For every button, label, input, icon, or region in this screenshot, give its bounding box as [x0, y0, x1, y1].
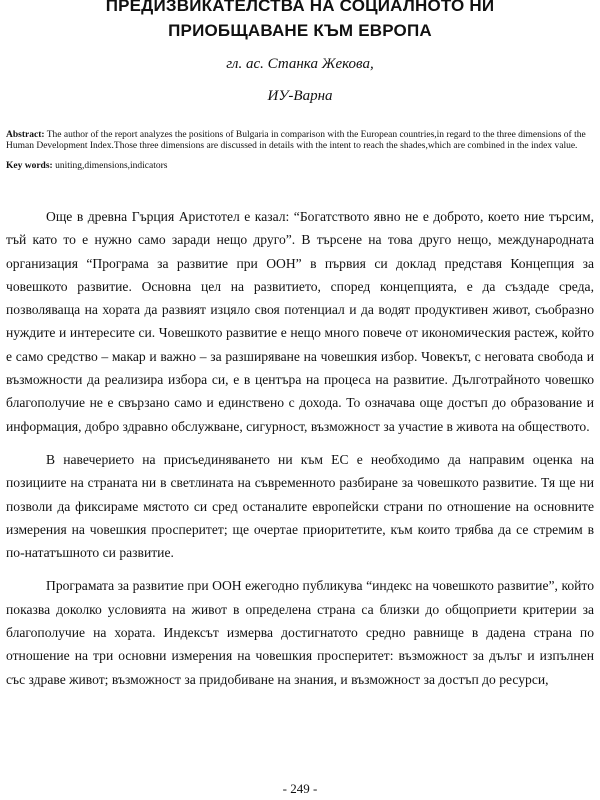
keywords [6, 161, 598, 172]
title-line-2: ПРИОБЩАВАНЕ КЪМ ЕВРОПА [168, 21, 432, 40]
abstract-label: Abstract: [6, 130, 45, 140]
page-number: - 249 - [282, 781, 318, 796]
abstract [6, 130, 598, 151]
author-affiliation: ИУ-Варна [267, 88, 333, 104]
body-text [6, 205, 594, 691]
paragraph: В навечерието на присъединяването ни към ЕС е необходимо да направим оценка на позициите на страната ни в светлината на съвременното разбиране за човешкото развитие. Тя ще ни позволи да фиксираме мястото си сред останалите европейски страни по отношение на основните измерения на човешкия просперитет; ще очертае приоритетите, към които трябва да се стремим в по-нататъшното си развитие. [6, 451, 594, 561]
paragraph: Програмата за развитие при ООН ежегодно публикува “индекс на човешкото развитие”, който показва доколко условията на живот в определена страна са близки до общоприети критерии за благополучие на хората. Индексът измерва достигнатото средно равнище в дадена страна по отношение на три основни измерения на човешкия просперитет: възможност за дълъг и изпълнен със здраве живот; възможност за придобиване на знания, и възможност за достъп до ресурси, [6, 578, 594, 687]
abstract-text: The author of the report analyzes the positions of Bulgaria in comparison with the European countries,in regard to the three dimensions of the Human Development Index.Those three dimensions are discussed in details with the intent to reach the shades,which are combined in the index value. [6, 130, 586, 151]
keywords-text: uniting,dimensions,indicators [55, 161, 168, 171]
keywords-label: Key words: [6, 161, 53, 171]
paragraph: Още в древна Гърция Аристотел е казал: “Богатството явно не е доброто, което ние търсим, тъй като то е нужно само заради нещо друго”. В търсене на това друго нещо, международната организация “Програма за развитие при ООН” в първия си доклад представя Концепция за човешкото развитие. Основна цел на развитието, според концепцията, е да създаде среда, позволяваща на хората да развият изцяло своя потенциал и да водят продуктивен живот, съобразно нуждите и интересите си. Човешкото развитие е нещо много повече от икономическия растеж, който е само средство – макар и важно – за разширяване на човешкия избор. Човекът, с неговата свобода и възможности да реализира избора си, е в центъра на процеса на развитие. Дълготрайното човешко благополучие не е свързано само и единствено с дохода. То означава още достъп до образование и информация, добро здравно обслужване, сигурност, възможност за участие в живота на обществото. [6, 209, 594, 434]
author-name: гл. ас. Станка Жекова, [226, 56, 374, 72]
title-line-1: ПРЕДИЗВИКАТЕЛСТВА НА СОЦИАЛНОТО НИ [105, 0, 495, 15]
